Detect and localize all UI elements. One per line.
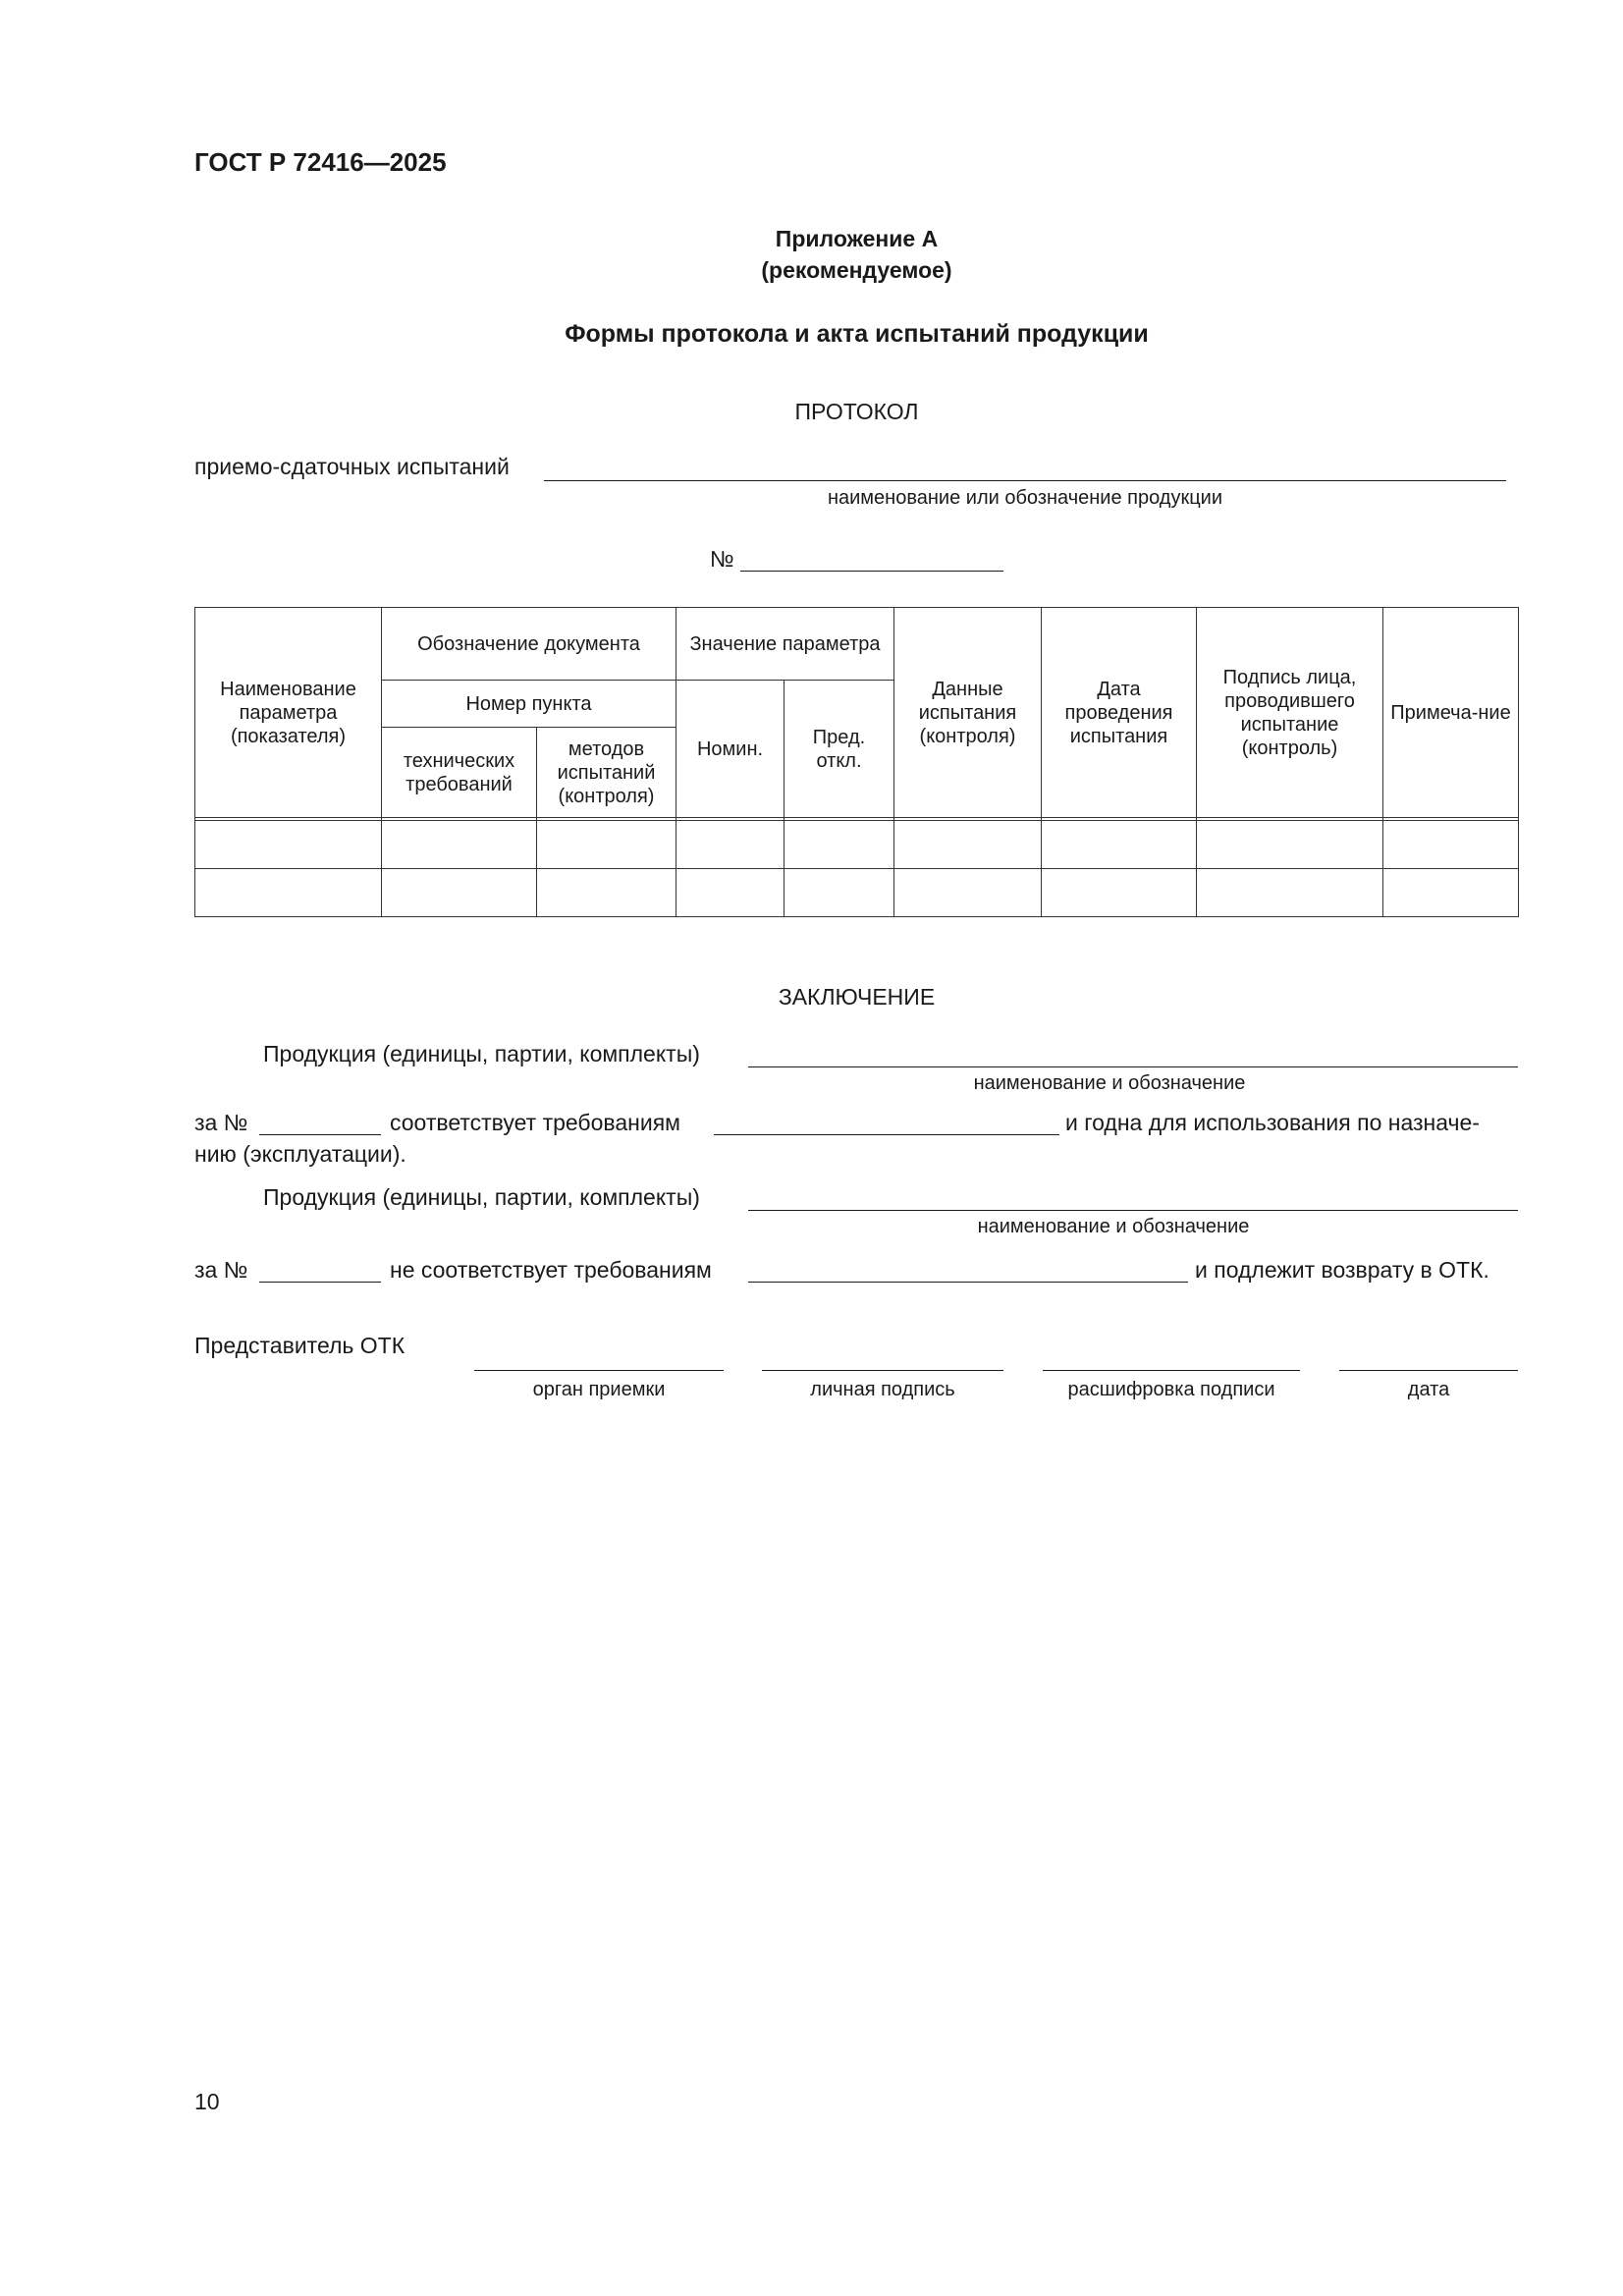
header-param-value: Значение параметра [676,608,894,681]
table-cell[interactable] [1197,821,1383,869]
table-cell[interactable] [382,869,537,917]
product-designation-caption-1: наименование и обозначение [973,1072,1246,1094]
appendix-label: Приложение А [775,226,939,251]
page-number: 10 [194,2089,220,2114]
table-cell[interactable] [784,821,894,869]
protocol-table [194,607,1519,917]
product-name-caption: наименование или обозначение продукции [827,487,1223,509]
fit-for-use-continuation: нию (эксплуатации). [194,1141,406,1167]
header-signature: Подпись лица, проводившего испытание (контроль) [1197,608,1383,818]
table-row [195,869,1519,917]
protocol-number-label: № [710,546,734,572]
fit-for-use-label: и годна для использования по назначе- [1065,1110,1480,1135]
table-cell[interactable] [676,869,784,917]
header-nominal: Номин. [676,681,784,818]
table-cell[interactable] [676,821,784,869]
header-note: Примеча-ние [1383,608,1519,818]
protocol-title: ПРОТОКОЛ [794,399,919,424]
for-number-label-2: за № [194,1257,248,1283]
signature-decryption-field[interactable] [1043,1370,1300,1371]
appendix-title: Формы протокола и акта испытаний продукции [565,320,1149,348]
conclusion-product-label-2: Продукция (единицы, партии, комплекты) [263,1184,700,1210]
header-test-methods: методов испытаний (контроля) [537,728,676,818]
signature-decryption-caption: расшифровка подписи [1067,1379,1275,1400]
header-tech-requirements: технических требований [382,728,537,818]
requirements-field-2[interactable] [748,1282,1188,1283]
header-test-data: Данные испытания (контроля) [894,608,1042,818]
table-cell[interactable] [784,869,894,917]
table-cell[interactable] [894,869,1042,917]
for-number-field-1[interactable] [259,1134,381,1135]
personal-signature-caption: личная подпись [810,1379,955,1400]
table-cell[interactable] [1383,869,1519,917]
table-cell[interactable] [195,821,382,869]
otk-representative-label: Представитель ОТК [194,1333,406,1358]
header-param-name: Наименование параметра (показателя) [195,608,382,818]
header-item-number: Номер пункта [382,681,676,728]
header-test-date: Дата проведения испытания [1042,608,1197,818]
standard-code: ГОСТ Р 72416—2025 [194,147,447,177]
date-caption: дата [1407,1379,1450,1400]
conclusion-title: ЗАКЛЮЧЕНИЕ [778,984,936,1010]
table-cell[interactable] [894,821,1042,869]
table-cell[interactable] [195,869,382,917]
header-doc-designation: Обозначение документа [382,608,676,681]
personal-signature-field[interactable] [762,1370,1003,1371]
table-cell[interactable] [1042,821,1197,869]
conclusion-product-label-1: Продукция (единицы, партии, комплекты) [263,1041,700,1066]
acceptance-body-field[interactable] [474,1370,724,1371]
protocol-number-field[interactable] [740,571,1003,572]
protocol-line-label: приемо-сдаточных испытаний [194,454,510,479]
table-cell[interactable] [1383,821,1519,869]
table-cell[interactable] [382,821,537,869]
table-cell[interactable] [537,869,676,917]
appendix-status: (рекомендуемое) [761,257,952,283]
for-number-label-1: за № [194,1110,248,1135]
table-row [195,821,1519,869]
for-number-field-2[interactable] [259,1282,381,1283]
not-complies-label: не соответствует требованиям [390,1257,712,1283]
product-designation-caption-2: наименование и обозначение [977,1216,1250,1237]
return-to-otk-label: и подлежит возврату в ОТК. [1195,1257,1489,1283]
date-field[interactable] [1339,1370,1518,1371]
requirements-field-1[interactable] [714,1134,1059,1135]
table-cell[interactable] [1042,869,1197,917]
product-designation-field-1[interactable] [748,1066,1518,1067]
header-tolerance: Пред. откл. [784,681,894,818]
product-name-field[interactable] [544,480,1506,481]
table-cell[interactable] [1197,869,1383,917]
acceptance-body-caption: орган приемки [532,1379,666,1400]
complies-label: соответствует требованиям [390,1110,680,1135]
product-designation-field-2[interactable] [748,1210,1518,1211]
table-cell[interactable] [537,821,676,869]
